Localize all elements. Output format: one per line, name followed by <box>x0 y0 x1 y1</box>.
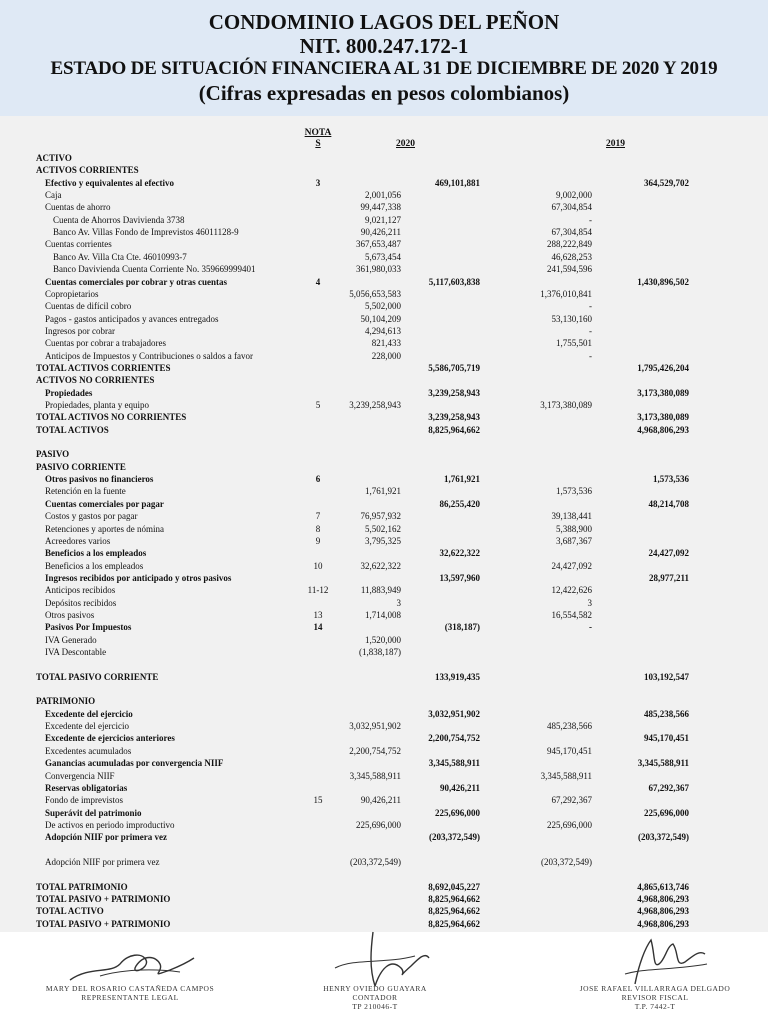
row-label: TOTAL PASIVO CORRIENTE <box>36 671 159 682</box>
row-note: 9 <box>315 535 321 546</box>
statement-title: ESTADO DE SITUACIÓN FINANCIERA AL 31 DE DICIEMBRE DE 2020 Y 2019 <box>50 58 718 79</box>
row-label: TOTAL ACTIVOS <box>36 424 109 435</box>
row-2020-total: 133,919,435 <box>435 671 480 682</box>
signer-role: CONTADOR <box>352 993 398 1002</box>
row-label: TOTAL PASIVO + PATRIMONIO <box>36 918 171 929</box>
row-label: TOTAL PATRIMONIO <box>36 881 128 892</box>
row-2020-total: 2,200,754,752 <box>428 733 480 744</box>
signature-fiscal-auditor <box>550 984 760 1011</box>
statement-row <box>0 411 768 423</box>
statement-row <box>0 164 768 176</box>
statement-row <box>0 782 768 794</box>
statement-row <box>0 300 768 312</box>
row-note: 6 <box>315 474 321 485</box>
signer-license: T.P. 7442-T <box>634 1002 676 1011</box>
statement-row <box>0 547 768 559</box>
row-2019-total: 4,968,806,293 <box>637 918 689 929</box>
row-2019-detail: 67,304,854 <box>551 202 592 213</box>
row-2020-detail: 4,294,613 <box>365 325 401 336</box>
row-2019-total: 485,238,566 <box>644 708 689 719</box>
row-2020-detail: (1,838,187) <box>359 647 401 657</box>
row-2020-total: 5,117,603,838 <box>428 276 480 287</box>
statement-row <box>0 720 768 732</box>
row-label: Pagos - gastos anticipados y avances entregados <box>45 313 219 324</box>
statement-row <box>0 177 768 189</box>
row-2019-total: 3,173,380,089 <box>637 412 689 423</box>
row-2020-detail: 3,795,325 <box>365 535 401 546</box>
row-label: Adopción NIIF por primera vez <box>45 832 167 843</box>
row-2020-total: (318,187) <box>444 622 480 633</box>
row-label: Copropietarios <box>45 288 99 299</box>
statement-row <box>0 819 768 831</box>
row-2019-detail: 1,376,010,841 <box>540 288 592 299</box>
row-label: Superávit del patrimonio <box>45 807 142 818</box>
statement-row <box>0 905 768 917</box>
row-2019-total: 1,430,896,502 <box>637 276 689 287</box>
row-2020-detail: 9,021,127 <box>365 214 401 225</box>
row-label: PASIVO CORRIENTE <box>36 461 126 472</box>
statement-row <box>0 893 768 905</box>
row-label: TOTAL ACTIVO <box>36 906 104 917</box>
statement-row <box>0 189 768 201</box>
statement-row <box>0 399 768 411</box>
statement-row <box>0 152 768 164</box>
row-label: Excedente del ejercicio <box>45 708 133 719</box>
row-2019-total: 4,865,613,746 <box>637 881 689 892</box>
row-note: 11-12 <box>307 585 329 596</box>
row-2020-total: 3,032,951,902 <box>428 708 480 719</box>
row-label: Pasivos Por Impuestos <box>45 622 132 633</box>
statement-row <box>0 535 768 547</box>
row-2019-total: 28,977,211 <box>648 572 689 583</box>
row-2019-total: 48,214,708 <box>648 498 689 509</box>
row-2019-detail: - <box>589 301 592 312</box>
row-label: Ganancias acumuladas por convergencia NIIF <box>45 758 224 769</box>
row-label: ACTIVOS NO CORRIENTES <box>36 375 155 386</box>
row-2019-detail: 225,696,000 <box>547 819 592 830</box>
statement-row <box>0 560 768 572</box>
row-2020-total: 3,239,258,943 <box>428 412 480 423</box>
statement-row <box>0 276 768 288</box>
statement-row <box>0 201 768 213</box>
row-2020-detail: 5,673,454 <box>365 251 401 262</box>
row-2020-total: 3,239,258,943 <box>428 387 480 398</box>
statement-row <box>0 510 768 522</box>
row-2020-detail: 3,345,588,911 <box>349 770 401 781</box>
row-label: Anticipos recibidos <box>45 585 116 596</box>
statement-row <box>0 461 768 473</box>
statement-row <box>0 572 768 584</box>
row-label: Beneficios a los empleados <box>45 560 144 571</box>
row-2019-total: 3,173,380,089 <box>637 387 689 398</box>
row-note: 7 <box>315 511 321 522</box>
statement-row <box>0 214 768 226</box>
row-label: Retención en la fuente <box>45 486 126 497</box>
row-2020-detail: 3,239,258,943 <box>349 400 401 410</box>
row-2019-total: 3,345,588,911 <box>637 758 689 769</box>
row-2019-detail: 3,345,588,911 <box>540 770 592 781</box>
row-2019-detail: 241,594,596 <box>547 264 592 275</box>
notas-header-line2: S <box>315 139 321 149</box>
row-label: ACTIVO <box>36 153 72 163</box>
signature-scribble-2 <box>315 928 435 992</box>
row-2020-detail: 367,653,487 <box>356 239 401 250</box>
statement-row <box>0 634 768 646</box>
row-2019-detail: 46,628,253 <box>551 251 592 262</box>
row-2019-detail: 9,002,000 <box>556 190 592 201</box>
row-label: Beneficios a los empleados <box>45 548 147 559</box>
row-label: Otros pasivos <box>45 609 95 620</box>
signature-scribble-1 <box>60 946 200 990</box>
row-2019-detail: 3,173,380,089 <box>540 400 592 410</box>
row-2020-detail: 225,696,000 <box>356 819 401 830</box>
row-label: Excedente del ejercicio <box>45 721 129 732</box>
row-2019-detail: 945,170,451 <box>547 745 592 756</box>
statement-row <box>0 794 768 806</box>
row-label: Retenciones y aportes de nómina <box>45 523 164 534</box>
statement-spacer-row <box>0 844 768 856</box>
row-2019-total: 225,696,000 <box>644 807 689 818</box>
row-label: Caja <box>45 190 62 201</box>
row-2019-detail: 16,554,582 <box>551 609 592 620</box>
row-label: Costos y gastos por pagar <box>45 511 138 522</box>
row-label: Fondo de imprevistos <box>45 795 123 806</box>
statement-row <box>0 350 768 362</box>
statement-row <box>0 251 768 263</box>
row-2019-detail: 39,138,441 <box>551 511 592 522</box>
row-label: Excedente de ejercicios anteriores <box>45 733 175 744</box>
statement-row <box>0 288 768 300</box>
statement-row <box>0 473 768 485</box>
statement-row <box>0 424 768 436</box>
row-2020-total: 86,255,420 <box>439 498 480 509</box>
statement-row <box>0 646 768 658</box>
row-2019-total: 67,292,367 <box>648 782 689 793</box>
row-2020-detail: 821,433 <box>371 338 401 349</box>
row-2020-detail: 2,200,754,752 <box>349 745 401 756</box>
row-label: TOTAL PASIVO + PATRIMONIO <box>36 894 171 904</box>
row-2020-total: 8,692,045,227 <box>428 881 480 892</box>
statement-row <box>0 325 768 337</box>
row-label: Cuentas comerciales por pagar <box>45 498 164 509</box>
statement-row <box>0 523 768 535</box>
row-2020-detail: 1,714,008 <box>365 609 401 620</box>
row-label: Convergencia NIIF <box>45 770 115 781</box>
statement-row <box>0 732 768 744</box>
notas-header-line1: NOTA <box>304 128 332 138</box>
row-label: Ingresos por cobrar <box>45 325 115 336</box>
row-label: Adopción NIIF por primera vez <box>45 856 160 867</box>
statement-row <box>0 362 768 374</box>
row-2020-detail: 3 <box>396 597 401 608</box>
row-note: 5 <box>315 400 321 410</box>
row-2020-detail: 90,426,211 <box>360 227 401 238</box>
row-2019-detail: 53,130,160 <box>551 313 592 324</box>
row-label: Banco Av. Villa Cta Cte. 46010993-7 <box>53 251 187 262</box>
row-2019-detail: 3 <box>587 597 592 608</box>
row-2019-detail: 24,427,092 <box>551 560 592 571</box>
row-2019-total: 945,170,451 <box>644 733 689 744</box>
row-label: Acreedores varios <box>45 535 111 546</box>
statement-row <box>0 584 768 596</box>
row-2020-detail: 1,520,000 <box>365 634 401 645</box>
statement-row <box>0 757 768 769</box>
row-label: Anticipos de Impuestos y Contribuciones o saldos a favor <box>45 350 253 361</box>
row-2019-total: 364,529,702 <box>644 177 689 188</box>
row-2020-detail: 76,957,932 <box>360 511 401 522</box>
row-label: PATRIMONIO <box>36 696 96 707</box>
statement-spacer-row <box>0 868 768 880</box>
row-note: 3 <box>315 177 321 188</box>
statement-row <box>0 238 768 250</box>
row-2020-total: 8,825,964,662 <box>428 918 480 929</box>
statement-row <box>0 881 768 893</box>
row-2019-detail: 3,687,367 <box>556 535 592 546</box>
signer-name: JOSE RAFAEL VILLARRAGA DELGADO <box>579 984 731 993</box>
row-note: 13 <box>313 609 323 620</box>
row-2019-detail: 1,755,501 <box>556 338 592 349</box>
row-2019-detail: 67,304,854 <box>551 227 592 238</box>
row-2020-total: 32,622,322 <box>439 548 480 559</box>
statement-row <box>0 671 768 683</box>
statement-row <box>0 337 768 349</box>
statement-row <box>0 387 768 399</box>
row-2020-detail: 5,502,000 <box>365 301 401 312</box>
statement-row <box>0 831 768 843</box>
statement-row <box>0 374 768 386</box>
row-label: PASIVO <box>36 449 70 460</box>
row-2020-total: 3,345,588,911 <box>428 758 480 769</box>
signature-legal-representative <box>0 984 260 1002</box>
row-2020-detail: 3,032,951,902 <box>349 721 401 732</box>
row-2019-total: 24,427,092 <box>648 548 689 559</box>
row-label: Otros pasivos no financieros <box>45 474 154 485</box>
row-2020-total: 469,101,881 <box>435 177 480 188</box>
company-nit: NIT. 800.247.172-1 <box>299 34 469 58</box>
statement-spacer-row <box>0 658 768 670</box>
row-2019-total: 4,968,806,293 <box>637 424 689 435</box>
row-note: 14 <box>313 622 323 633</box>
row-note: 15 <box>313 795 323 806</box>
statement-subtitle: (Cifras expresadas en pesos colombianos) <box>198 81 570 105</box>
year-2020-header: 2020 <box>396 139 415 149</box>
row-label: IVA Descontable <box>45 647 107 657</box>
row-label: Cuentas comerciales por cobrar y otras cuentas <box>45 276 227 287</box>
statement-row <box>0 621 768 633</box>
row-2020-total: 1,761,921 <box>444 474 480 485</box>
row-2019-total: 1,795,426,204 <box>637 362 689 373</box>
statement-row <box>0 597 768 609</box>
row-2019-detail: - <box>589 325 592 336</box>
statement-spacer-row <box>0 436 768 448</box>
row-2020-total: 8,825,964,662 <box>428 906 480 917</box>
row-label: Reservas obligatorias <box>45 782 128 793</box>
row-label: Cuentas por cobrar a trabajadores <box>45 338 166 349</box>
signer-role: REPRESENTANTE LEGAL <box>81 993 179 1002</box>
signature-scribble-3 <box>595 934 715 990</box>
signer-name: HENRY OVIEDO GUAYARA <box>323 984 427 993</box>
row-2020-detail: 99,447,338 <box>360 202 401 213</box>
row-label: IVA Generado <box>45 634 97 645</box>
row-label: ACTIVOS CORRIENTES <box>36 165 139 176</box>
row-2020-detail: 2,001,056 <box>365 190 401 201</box>
row-2019-detail: 485,238,566 <box>547 721 592 732</box>
row-note: 10 <box>313 560 323 571</box>
row-2020-detail: 1,761,921 <box>365 486 401 497</box>
row-2019-detail: 12,422,626 <box>551 585 592 596</box>
row-label: Cuentas corrientes <box>45 239 112 250</box>
row-label: Cuentas de ahorro <box>45 202 111 213</box>
statement-row <box>0 770 768 782</box>
row-note: 8 <box>315 523 321 534</box>
notas-column-header <box>298 128 338 150</box>
row-2020-detail: 11,883,949 <box>360 585 401 596</box>
statement-row <box>0 498 768 510</box>
row-label: Banco Davivienda Cuenta Corriente No. 359669999401 <box>53 264 256 275</box>
statement-row <box>0 485 768 497</box>
statement-row <box>0 226 768 238</box>
statement-row <box>0 807 768 819</box>
row-2019-detail: - <box>589 350 592 361</box>
row-2019-detail: (203,372,549) <box>541 856 592 867</box>
row-2019-detail: 288,222,849 <box>547 239 592 250</box>
row-2019-total: 4,968,806,293 <box>637 894 689 904</box>
row-label: Banco Av. Villas Fondo de Imprevistos 46011128-9 <box>53 227 239 238</box>
row-label: TOTAL ACTIVOS CORRIENTES <box>36 362 171 373</box>
row-2020-detail: (203,372,549) <box>350 856 401 867</box>
row-label: Ingresos recibidos por anticipado y otros pasivos <box>45 572 232 583</box>
company-name: CONDOMINIO LAGOS DEL PEÑON <box>208 10 560 34</box>
year-2019-header: 2019 <box>606 139 625 149</box>
statement-row <box>0 695 768 707</box>
row-2020-detail: 50,104,209 <box>360 313 401 324</box>
statement-row <box>0 448 768 460</box>
row-2019-detail: - <box>589 214 592 225</box>
row-2020-total: 8,825,964,662 <box>428 424 480 435</box>
row-2020-total: (203,372,549) <box>429 832 480 843</box>
row-2020-detail: 32,622,322 <box>360 560 401 571</box>
row-2020-total: 13,597,960 <box>439 572 480 583</box>
signer-license: TP 210046-T <box>352 1002 398 1011</box>
row-2020-detail: 228,000 <box>371 350 401 361</box>
row-label: Propiedades, planta y equipo <box>45 400 149 410</box>
row-2019-detail: 1,573,536 <box>556 486 592 497</box>
row-2019-total: 103,192,547 <box>644 671 689 682</box>
row-2020-detail: 90,426,211 <box>360 795 401 806</box>
row-label: Depósitos recibidos <box>45 597 117 608</box>
document-header <box>0 0 768 116</box>
row-label: Efectivo y equivalentes al efectivo <box>45 177 174 188</box>
signer-name: MARY DEL ROSARIO CASTAÑEDA CAMPOS <box>45 984 215 993</box>
row-label: Cuenta de Ahorros Davivienda 3738 <box>53 214 185 225</box>
statement-row <box>0 708 768 720</box>
row-2019-detail: - <box>589 622 592 633</box>
row-label: Excedentes acumulados <box>45 745 132 756</box>
row-2020-total: 90,426,211 <box>439 782 480 793</box>
row-label: De activos en periodo improductivo <box>45 819 175 830</box>
row-note: 4 <box>315 276 321 287</box>
row-2019-total: 4,968,806,293 <box>637 906 689 917</box>
statement-row <box>0 745 768 757</box>
row-2020-detail: 361,980,033 <box>356 264 401 275</box>
statement-row <box>0 856 768 868</box>
row-label: TOTAL ACTIVOS NO CORRIENTES <box>36 412 187 423</box>
row-label: Propiedades <box>45 387 93 398</box>
row-label: Cuentas de difícil cobro <box>45 301 132 312</box>
row-2019-detail: 67,292,367 <box>551 795 592 806</box>
statement-row <box>0 609 768 621</box>
row-2020-total: 8,825,964,662 <box>428 894 480 904</box>
row-2019-total: (203,372,549) <box>638 832 689 843</box>
statement-spacer-row <box>0 683 768 695</box>
signature-accountant <box>290 984 460 1011</box>
statement-row <box>0 313 768 325</box>
row-2020-total: 5,586,705,719 <box>428 362 480 373</box>
row-2020-detail: 5,056,653,583 <box>349 288 401 299</box>
row-2020-total: 225,696,000 <box>435 807 480 818</box>
statement-row <box>0 263 768 275</box>
signer-role: REVISOR FISCAL <box>621 993 689 1002</box>
row-2019-total: 1,573,536 <box>653 474 689 485</box>
row-2020-detail: 5,502,162 <box>365 523 401 534</box>
row-2019-detail: 5,388,900 <box>556 523 592 534</box>
